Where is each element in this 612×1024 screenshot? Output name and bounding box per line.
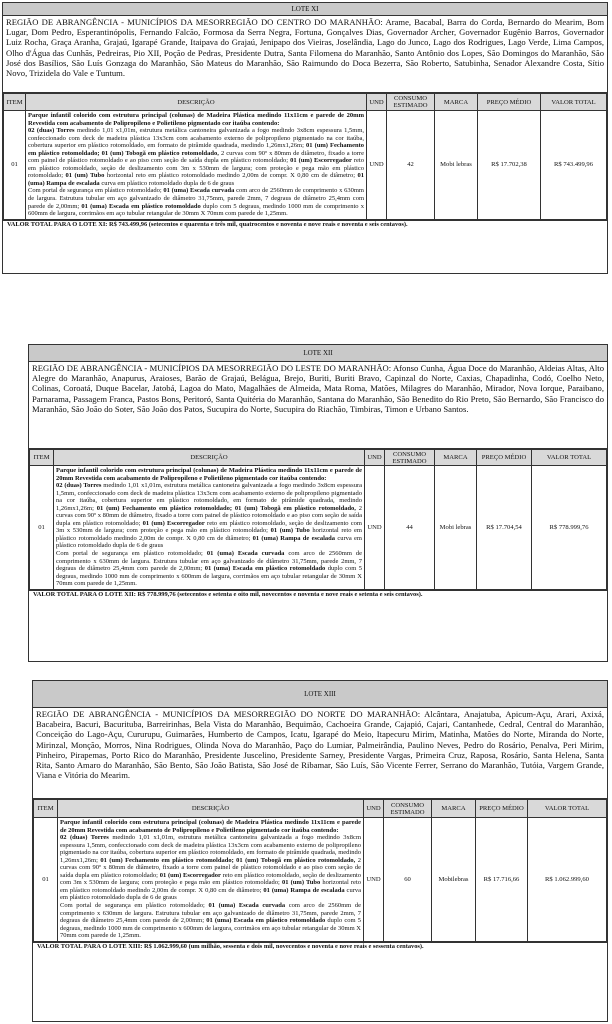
cell-description: Parque infantil colorido com estrutura principal (colunas) de Madeira Plástica medindo 11x11cm e parede de 20mm Revestida com acabamento de Polipropileno e Polietileno pigmentado cor itaúba contendo: 02 (duas) Torres medindo 1,01 x1,01m, estrutura metálica cantoneira galvanizada a fogo medindo 3x8cm espessura 1,5mm, confeccionado com deck de madeira plástica 13x3cm com acabamento externo de polipropileno pigmentado na cor itaúba, cobertura superior em plástico rotomoldado, em formato de pirâmide quadrada, medindo 1,26mx1,26m; 01 (um) Fechamento em plástico rotomoldado; 01 (um) Tobogã em plástico rotomoldado, 2 curvas com 90º x 80mm de diâmetro, fixado a torre com painel de plástico rotomoldado e ao piso com seção de saída dupla em plástico rotomoldado; 01 (um) Escorregador reto em plástico rotomoldado, seção de deslizamento com 3m x 530mm de largura; com proteção e pega mão em plástico rotomoldado; 01 (um) Tubo horizontal reto em plástico rotomoldado medindo 2,00m de compr. X 0,80 cm de diâmetro; 01 (uma) Rampa de escalada curva em plástico rotomoldado dupla de 6 de graus Com portal de segurança em plástico rotomoldado; 01 (uma) Escada curvada com arco de 2560mm de comprimento x 630mm de largura. Estrutura tubular em aço galvanizado de diâmetro 31,75mm, parede 2mm, 7 degraus de diâmetro 25,4mm com parede de 2,00mm; 01 (uma) Escada em plástico rotomoldado duplo com 5 degraus, medindo 1000 mm de comprimento x 600mm de largura, corrimãos em aço tubular retangular de 30mm X 70mm com parede de 1,25mm.	[58, 818, 364, 942]
table-header-row	[4, 94, 607, 111]
cell-consumo: 42	[387, 111, 435, 220]
cell-item: 01	[4, 111, 26, 220]
cell-consumo: 44	[385, 466, 435, 590]
region-text: REGIÃO DE ABRANGÊNCIA - MUNICÍPIOS DA MESORREGIÃO DO LESTE DO MARANHÃO: Afonso Cunha, Água Doce do Maranhão, Aldeias Altas, Alto Alegre do Maranhão, Anapurus, Araioses, Barão de Grajaú, Belágua, Brejo, Buriti, Buriti Bravo, Capinzal do Norte, Caxias, Chapadinha, Codó, Coelho Neto, Colinas, Coroatá, Duque Bacelar, Jatobá, Lagoa do Mato, Magalhães de Almeida, Mata Roma, Matões, Milagres do Maranhão, Mirador, Nova Iorque, Paraibano, Parnarama, Passagem Franca, Pastos Bons, Peritoró, Santa Quitéria do Maranhão, Santana do Maranhão, São Benedito do Rio Preto, São Bernardo, São Francisco do Maranhão, São João do Soter, São João dos Patos, Sucupira do Norte, Sucupira do Riachão, Timbiras, Timon e Urbano Santos.	[29, 362, 607, 449]
cell-description: Parque infantil colorido com estrutura principal (colunas) de Madeira Plástica medindo 11x11cm e parede de 20mm Revestida com acabamento de Polipropileno e Polietileno pigmentado cor itaúba contendo: 02 (duas) Torres medindo 1,01 x1,01m, estrutura metálica cantoneira galvanizada a fogo medindo 3x8cm espessura 1,5mm, confeccionado com deck de madeira plástica 13x3cm com acabamento externo de polipropileno pigmentado na cor itaúba, cobertura superior em plástico rotomoldado, em formato de pirâmide quadrada, medindo 1,26mx1,26m; 01 (um) Fechamento em plástico rotomoldado; 01 (um) Tobogã em plástico rotomoldado, 2 curvas com 90º x 80mm de diâmetro, fixado a torre com painel de plástico rotomoldado e ao piso com seção de saída dupla em plástico rotomoldado; 01 (um) Escorregador reto em plástico rotomoldado, seção de deslizamento com 3m x 530mm de largura; com proteção e pega mão em plástico rotomoldado; 01 (um) Tubo horizontal reto em plástico rotomoldado medindo 2,00m de compr. X 0,80 cm de diâmetro; 01 (uma) Rampa de escalada curva em plástico rotomoldado dupla de 6 de graus Com portal de segurança em plástico rotomoldado; 01 (uma) Escada curvada com arco de 2560mm de comprimento x 630mm de largura. Estrutura tubular em aço galvanizado de diâmetro 31,75mm, parede 2mm, 7 degraus de diâmetro 25,4mm com parede de 2,00mm; 01 (uma) Escada em plástico rotomoldado duplo com 5 degraus, medindo 1000 mm de comprimento x 600mm de largura, corrimãos em aço tubular retangular de 30mm X 70mm com parede de 1,25mm.	[26, 111, 367, 220]
cell-und: UND	[364, 818, 384, 942]
header-item: ITEM	[4, 94, 26, 111]
header-descricao: DESCRIÇÃO	[26, 94, 367, 111]
header-preco: PREÇO MÉDIO	[477, 450, 532, 466]
lot-xi	[2, 2, 608, 274]
cell-preco: R$ 17.704,54	[477, 466, 532, 590]
lot-title: LOTE XII	[29, 345, 607, 362]
header-marca: MARCA	[432, 800, 476, 818]
header-und: UND	[364, 800, 384, 818]
table-row	[30, 466, 607, 590]
lot-title: LOTE XI	[3, 3, 607, 16]
header-marca: MARCA	[435, 94, 478, 111]
header-item: ITEM	[34, 800, 58, 818]
header-descricao: DESCRIÇÃO	[58, 800, 364, 818]
cell-consumo: 60	[384, 818, 432, 942]
cell-marca: Mobi lebras	[435, 111, 478, 220]
header-marca: MARCA	[435, 450, 477, 466]
lot-total: VALOR TOTAL PARA O LOTE XI: R$ 743.499,96 (setecentos e quarenta e três mil, quatrocentos e noventa e nove reais e noventa e seis centavos).	[3, 220, 607, 229]
header-consumo: CONSUMO ESTIMADO	[387, 94, 435, 111]
cell-marca: Mobilebras	[432, 818, 476, 942]
table-row	[34, 818, 607, 942]
lot-total: VALOR TOTAL PARA O LOTE XIII: R$ 1.062.999,60 (um milhão, sessenta e dois mil, novecentos e noventa e nove reais e sessenta centavos).	[33, 942, 607, 951]
cell-marca: Mobi lebras	[435, 466, 477, 590]
header-preco: PREÇO MÉDIO	[476, 800, 528, 818]
region-text: REGIÃO DE ABRANGÊNCIA - MUNICÍPIOS DA MESORREGIÃO DO NORTE DO MARANHÃO: Alcântara, Anajatuba, Apicum-Açu, Arari, Axixá, Bacabeira, Bacuri, Bacurituba, Barreirinhas, Bela Vista do Maranhão, Bequimão, Cachoeira Grande, Cajapió, Cajari, Cantanhede, Cedral, Central do Maranhão, Conceição do Lago-Açu, Cururupu, Guimarães, Humberto de Campos, Icatu, Igarapé do Meio, Itapecuru Mirim, Matinha, Matões do Norte, Miranda do Norte, Mirinzal, Monção, Morros, Nina Rodrigues, Olinda Nova do Maranhão, Paço do Lumiar, Palmeirândia, Paulino Neves, Pedro do Rosário, Penalva, Peri Mirim, Pinheiro, Pirapemas, Porto Rico do Maranhão, Presidente Juscelino, Presidente Sarney, Presidente Vargas, Primeira Cruz, Raposa, Rosário, Santa Helena, Santa Rita, Santo Amaro do Maranhão, São Bento, São João Batista, São José de Ribamar, São Luís, São Vicente Ferrer, Serrano do Maranhão, Tutóia, Vargem Grande, Viana e Vitória do Mearim.	[33, 708, 607, 799]
header-und: UND	[367, 94, 387, 111]
cell-valor: R$ 743.499,96	[541, 111, 607, 220]
lot-title: LOTE XIII	[33, 681, 607, 708]
header-consumo: CONSUMO ESTIMADO	[384, 800, 432, 818]
header-descricao: DESCRIÇÃO	[54, 450, 365, 466]
header-consumo: CONSUMO ESTIMADO	[385, 450, 435, 466]
items-table	[29, 449, 607, 590]
cell-valor: R$ 1.062.999,60	[528, 818, 607, 942]
header-und: UND	[365, 450, 385, 466]
region-text: REGIÃO DE ABRANGÊNCIA - MUNICÍPIOS DA MESORREGIÃO DO CENTRO DO MARANHÃO: Arame, Bacabal, Barra do Corda, Bernardo do Mearim, Bom Lugar, Dom Pedro, Esperantinópolis, Fernando Falcão, Formosa da Serra Negra, Fortuna, Gonçalves Dias, Governador Archer, Governador Eugênio Barros, Governador Luiz Rocha, Graça Aranha, Grajaú, Igarapé Grande, Itaipava do Grajaú, Jenipapo dos Vieiras, Joselândia, Lago do Junco, Lago dos Rodrigues, Lago Verde, Lima Campos, Olho d'Água das Cunhãs, Pedreiras, Pio XII, Poção de Pedras, Presidente Dutra, Santa Filomena do Maranhão, Santo Antônio dos Lopes, São Domingos do Maranhão, São José dos Basílios, São Luís Gonzaga do Maranhão, São Mateus do Maranhão, São Raimundo do Doca Bezerra, São Roberto, Satubinha, Senador Alexandre Costa, Sítio Novo, Trizidela do Vale e Tuntum.	[3, 16, 607, 93]
cell-und: UND	[367, 111, 387, 220]
table-header-row	[30, 450, 607, 466]
lot-xiii	[32, 680, 608, 1022]
lot-total: VALOR TOTAL PARA O LOTE XII: R$ 778.999,76 (setecentos e setenta e oito mil, novecentos e noventa e nove reais e setenta e seis centavos).	[29, 590, 607, 599]
table-row	[4, 111, 607, 220]
header-valor: VALOR TOTAL	[528, 800, 607, 818]
header-valor: VALOR TOTAL	[532, 450, 607, 466]
cell-und: UND	[365, 466, 385, 590]
header-valor: VALOR TOTAL	[541, 94, 607, 111]
cell-description: Parque infantil colorido com estrutura principal (colunas) de Madeira Plástica medindo 11x11cm e parede de 20mm Revestida com acabamento de Polipropileno e Polietileno pigmentado cor itaúba contendo: 02 (duas) Torres medindo 1,01 x1,01m, estrutura metálica cantoneira galvanizada a fogo medindo 3x8cm espessura 1,5mm, confeccionado com deck de madeira plástica 13x3cm com acabamento externo de polipropileno pigmentado na cor itaúba, cobertura superior em plástico rotomoldado, em formato de pirâmide quadrada, medindo 1,26mx1,26m; 01 (um) Fechamento em plástico rotomoldado; 01 (um) Tobogã em plástico rotomoldado, 2 curvas com 90º x 80mm de diâmetro, fixado a torre com painel de plástico rotomoldado e ao piso com seção de saída dupla em plástico rotomoldado; 01 (um) Escorregador reto em plástico rotomoldado, seção de deslizamento com 3m x 530mm de largura; com proteção e pega mão em plástico rotomoldado; 01 (um) Tubo horizontal reto em plástico rotomoldado medindo 2,00m de compr. X 0,80 cm de diâmetro; 01 (uma) Rampa de escalada curva em plástico rotomoldado dupla de 6 de graus Com portal de segurança em plástico rotomoldado; 01 (uma) Escada curvada com arco de 2560mm de comprimento x 630mm de largura. Estrutura tubular em aço galvanizado de diâmetro 31,75mm, parede 2mm, 7 degraus de diâmetro 25,4mm com parede de 2,00mm; 01 (uma) Escada em plástico rotomoldado duplo com 5 degraus, medindo 1000 mm de comprimento x 600mm de largura, corrimãos em aço tubular retangular de 30mm X 70mm com parede de 1,25mm.	[54, 466, 365, 590]
items-table	[3, 93, 607, 220]
header-item: ITEM	[30, 450, 54, 466]
items-table	[33, 799, 607, 942]
cell-preco: R$ 17.716,66	[476, 818, 528, 942]
cell-valor: R$ 778.999,76	[532, 466, 607, 590]
header-preco: PREÇO MÉDIO	[478, 94, 541, 111]
cell-item: 01	[30, 466, 54, 590]
cell-item: 01	[34, 818, 58, 942]
table-header-row	[34, 800, 607, 818]
cell-preco: R$ 17.702,38	[478, 111, 541, 220]
lot-xii	[28, 344, 608, 662]
